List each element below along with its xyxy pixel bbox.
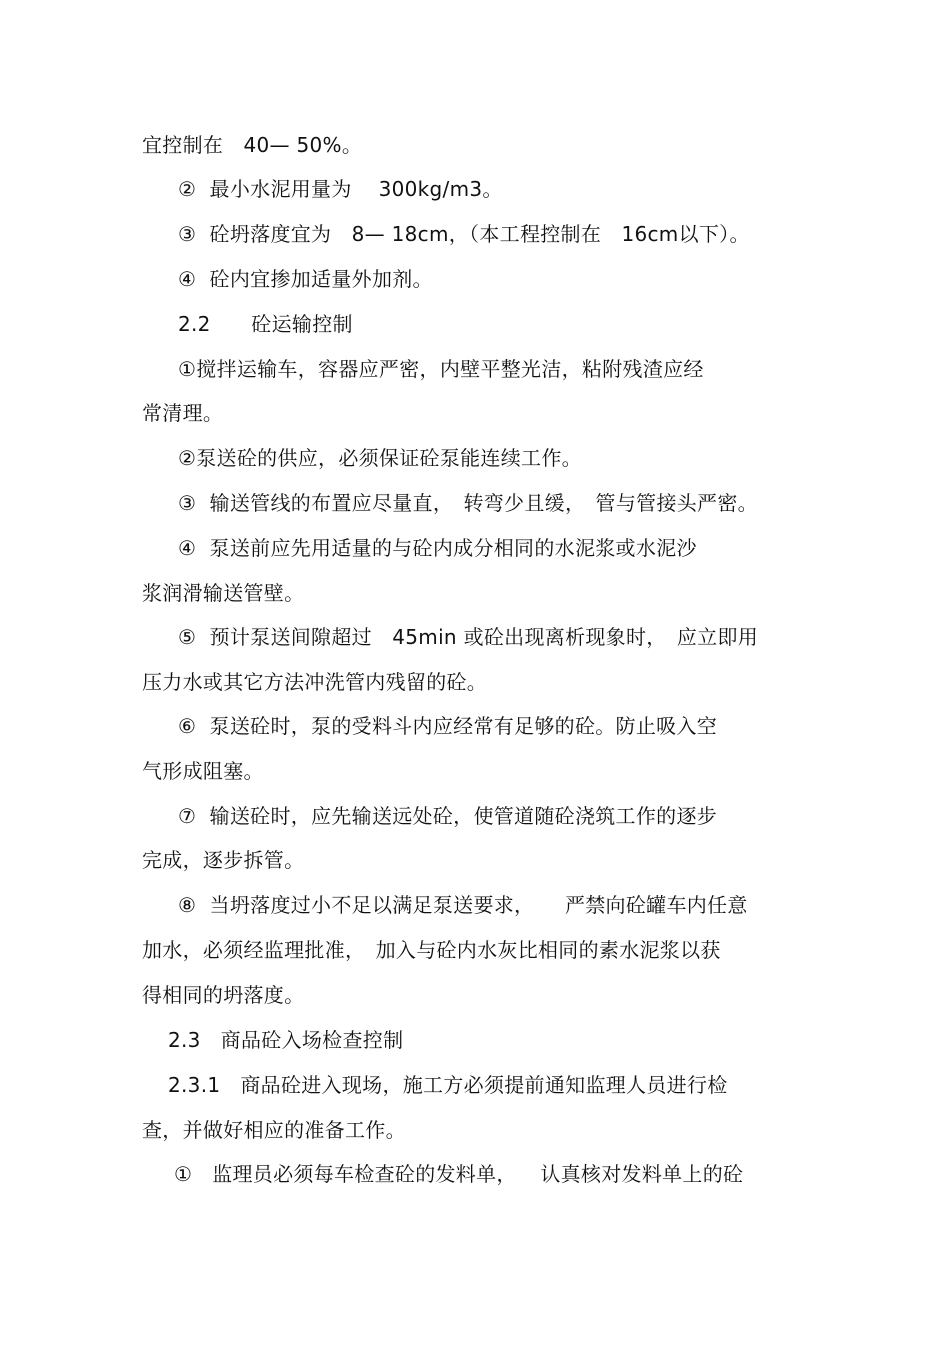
- subsection-heading: 2.3.1 商品砼进入现场，施工方必须提前通知监理人员进行检: [168, 1073, 728, 1097]
- text-line: ① 监理员必须每车检查砼的发料单， 认真核对发料单上的砼: [174, 1162, 744, 1186]
- text-line: 常清理。: [142, 401, 224, 425]
- text-line: ④ 砼内宜掺加适量外加剂。: [178, 267, 433, 291]
- text-line: ④ 泵送前应先用适量的与砼内成分相同的水泥浆或水泥沙: [178, 536, 697, 560]
- text-line: 完成，逐步拆管。: [142, 848, 305, 872]
- text-line: ②泵送砼的供应，必须保证砼泵能连续工作。: [178, 446, 582, 470]
- text-line: 压力水或其它方法冲洗管内残留的砼。: [142, 670, 488, 694]
- section-heading: 2.2 砼运输控制: [178, 312, 353, 336]
- text-line: ⑤ 预计泵送间隙超过 45min 或砼出现离析现象时， 应立即用: [178, 625, 759, 649]
- text-line: ③ 输送管线的布置应尽量直， 转弯少且缓， 管与管接头严密。: [178, 491, 758, 515]
- text-line: 浆润滑输送管壁。: [142, 581, 305, 605]
- section-heading: 2.3 商品砼入场检查控制: [168, 1028, 404, 1052]
- text-line: 气形成阻塞。: [142, 759, 264, 783]
- text-line: ⑦ 输送砼时，应先输送远处砼，使管道随砼浇筑工作的逐步: [178, 804, 718, 828]
- text-line: 宜控制在 40— 50%。: [142, 133, 363, 157]
- text-line: 查，并做好相应的准备工作。: [142, 1118, 406, 1142]
- text-line: 得相同的坍落度。: [142, 983, 305, 1007]
- text-line: ⑥ 泵送砼时，泵的受料斗内应经常有足够的砼。防止吸入空: [178, 714, 718, 738]
- text-line: 加水，必须经监理批准， 加入与砼内水灰比相同的素水泥浆以获: [142, 938, 721, 962]
- text-line: ② 最小水泥用量为 300kg/m3。: [178, 177, 503, 201]
- text-line: ①搅拌运输车，容器应严密，内壁平整光洁，粘附残渣应经: [178, 357, 704, 381]
- text-line: ③ 砼坍落度宜为 8— 18cm，（本工程控制在 16cm以下）。: [178, 222, 750, 246]
- text-line: ⑧ 当坍落度过小不足以满足泵送要求， 严禁向砼罐车内任意: [178, 893, 748, 917]
